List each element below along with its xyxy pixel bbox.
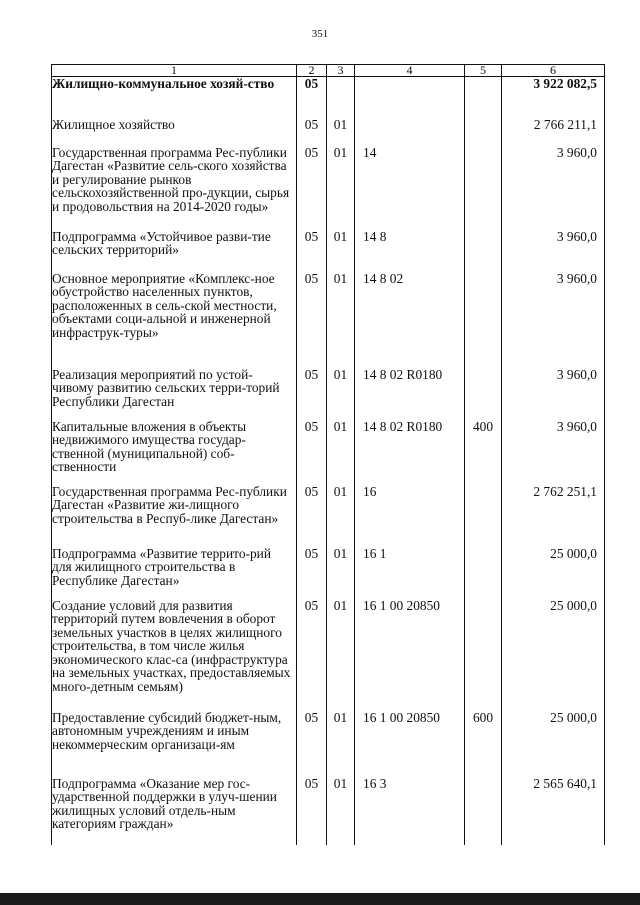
row-expense-type-cell [465,77,502,118]
row-expense-type-cell [465,146,502,230]
row-amount-cell: 3 922 082,5 [502,77,605,118]
row-target-cell: 14 [355,146,465,230]
row-subsection-cell: 01 [327,547,355,599]
table-row [52,77,605,118]
table-row [52,146,605,230]
row-subsection-cell: 01 [327,711,355,777]
row-target-cell: 14 8 [355,230,465,272]
row-target-cell: 16 3 [355,777,465,845]
column-header: 4 [355,65,465,77]
row-amount-cell: 3 960,0 [502,146,605,230]
row-amount-cell: 2 762 251,1 [502,485,605,547]
row-expense-type-cell [465,777,502,845]
row-name-cell: Подпрограмма «Устойчивое разви-тие сельских территорий» [52,230,297,272]
row-section-cell: 05 [297,230,327,272]
table-row [52,368,605,420]
table-row [52,599,605,711]
page-number: 351 [311,28,329,40]
row-amount-cell: 3 960,0 [502,230,605,272]
row-amount-cell: 3 960,0 [502,368,605,420]
row-target-cell: 16 1 00 20850 [355,711,465,777]
row-subsection-cell: 01 [327,368,355,420]
row-subsection-cell: 01 [327,146,355,230]
table-row [52,118,605,146]
row-target-cell: 14 8 02 [355,272,465,368]
row-name-cell: Государственная программа Рес-публики Дагестан «Развитие сель-ского хозяйства и регулирование рынков сельскохозяйственной про-дукции, сырья и продовольствия на 2014-2020 годы» [52,146,297,230]
row-expense-type-cell [465,485,502,547]
row-name-cell: Предоставление субсидий бюджет-ным, автономным учреждениям и иным некоммерческим организаци-ям [52,711,297,777]
row-subsection-cell: 01 [327,420,355,485]
row-name-cell: Жилищное хозяйство [52,118,297,146]
row-name-cell: Основное мероприятие «Комплекс-ное обустройство населенных пунктов, расположенных в сель-ской местности, объектами соци-альной и инженерной инфраструк-туры» [52,272,297,368]
column-header: 2 [297,65,327,77]
row-amount-cell: 2 766 211,1 [502,118,605,146]
row-section-cell: 05 [297,368,327,420]
row-target-cell: 16 1 [355,547,465,599]
row-name-cell: Подпрограмма «Развитие террито-рий для жилищного строительства в Республике Дагестан» [52,547,297,599]
row-amount-cell: 25 000,0 [502,547,605,599]
row-amount-cell: 3 960,0 [502,420,605,485]
row-name-cell: Жилищно-коммунальное хозяй-ство [52,77,297,118]
table-row [52,272,605,368]
column-number-row [52,65,605,77]
table-row [52,230,605,272]
row-amount-cell: 25 000,0 [502,599,605,711]
row-section-cell: 05 [297,485,327,547]
row-target-cell: 16 1 00 20850 [355,599,465,711]
row-section-cell: 05 [297,599,327,711]
row-subsection-cell: 01 [327,485,355,547]
row-section-cell: 05 [297,547,327,599]
scan-bottom-edge [0,893,640,905]
row-subsection-cell: 01 [327,777,355,845]
row-target-cell: 14 8 02 R0180 [355,368,465,420]
row-section-cell: 05 [297,118,327,146]
row-section-cell: 05 [297,146,327,230]
row-expense-type-cell: 400 [465,420,502,485]
row-subsection-cell [327,77,355,118]
row-amount-cell: 3 960,0 [502,272,605,368]
row-target-cell [355,77,465,118]
row-subsection-cell: 01 [327,599,355,711]
row-expense-type-cell [465,547,502,599]
column-header: 1 [52,65,297,77]
row-section-cell: 05 [297,272,327,368]
row-section-cell: 05 [297,777,327,845]
row-name-cell: Создание условий для развития территорий путем вовлечения в оборот земельных участков в целях жилищного строительства, в том числе жилья экономического клас-са (инфраструктура на земельных участках, предоставляемых много-детным семьям) [52,599,297,711]
row-target-cell: 16 [355,485,465,547]
table-row [52,711,605,777]
row-subsection-cell: 01 [327,230,355,272]
row-expense-type-cell [465,118,502,146]
table-row [52,485,605,547]
row-subsection-cell: 01 [327,272,355,368]
row-expense-type-cell [465,368,502,420]
budget-table [51,64,605,845]
row-section-cell: 05 [297,711,327,777]
row-amount-cell: 25 000,0 [502,711,605,777]
row-expense-type-cell [465,599,502,711]
row-name-cell: Государственная программа Рес-публики Дагестан «Развитие жи-лищного строительства в Респуб-лике Дагестан» [52,485,297,547]
row-section-cell: 05 [297,420,327,485]
row-expense-type-cell [465,230,502,272]
row-name-cell: Капитальные вложения в объекты недвижимого имущества государ-ственной (муниципальной) соб-ственности [52,420,297,485]
row-subsection-cell: 01 [327,118,355,146]
row-target-cell: 14 8 02 R0180 [355,420,465,485]
row-expense-type-cell [465,272,502,368]
table-row [52,777,605,845]
table-row [52,420,605,485]
row-target-cell [355,118,465,146]
row-amount-cell: 2 565 640,1 [502,777,605,845]
column-header: 6 [502,65,605,77]
row-expense-type-cell: 600 [465,711,502,777]
column-header: 3 [327,65,355,77]
row-name-cell: Подпрограмма «Оказание мер гос-ударственной поддержки в улуч-шении жилищных условий отдель-ным категориям граждан» [52,777,297,845]
table-row [52,547,605,599]
row-section-cell: 05 [297,77,327,118]
column-header: 5 [465,65,502,77]
row-name-cell: Реализация мероприятий по устой-чивому развитию сельских терри-торий Республики Дагестан [52,368,297,420]
